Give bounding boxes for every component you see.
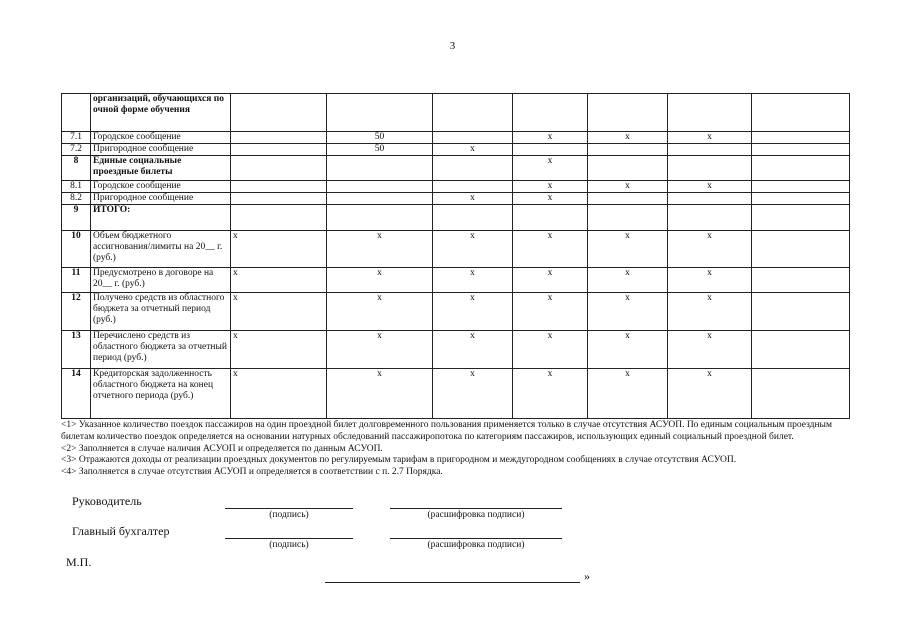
- row-label: Городское сообщение: [91, 181, 231, 193]
- table-cell: [752, 156, 850, 181]
- table-cell: x: [231, 231, 327, 268]
- table-cell: [231, 132, 327, 144]
- accountant-decoding-caption: (расшифровка подписи): [427, 540, 525, 550]
- row-label: организаций, обучающихся по очной форме обучения: [91, 94, 231, 132]
- table-cell: x: [513, 331, 588, 369]
- table-cell: [752, 205, 850, 231]
- table-cell: [588, 156, 668, 181]
- row-number: 7.2: [62, 144, 91, 156]
- table-cell: x: [588, 331, 668, 369]
- table-cell: [752, 181, 850, 193]
- table-cell: x: [433, 231, 513, 268]
- footnote-4: <4> Заполняется в случае отсутствия АСУОП и определяется в соответствии с п. 2.7 Порядка.: [61, 467, 443, 478]
- row-number: 14: [62, 369, 91, 419]
- table-cell: x: [513, 181, 588, 193]
- row-label: Перечислено средств из областного бюджета за отчетный период (руб.): [91, 331, 231, 369]
- table-cell: x: [231, 268, 327, 293]
- table-cell: x: [668, 293, 752, 331]
- row-label: Городское сообщение: [91, 132, 231, 144]
- table-cell: [327, 205, 433, 231]
- table-cell: [752, 144, 850, 156]
- row-label: Кредиторская задолженность областного бюджета на конец отчетного периода (руб.): [91, 369, 231, 419]
- table-cell: 50: [327, 132, 433, 144]
- table-cell: [752, 193, 850, 205]
- table-cell: x: [668, 181, 752, 193]
- row-number: [62, 94, 91, 132]
- table-cell: [231, 205, 327, 231]
- row-number: 7.1: [62, 132, 91, 144]
- head-signature-caption: (подпись): [269, 510, 309, 520]
- row-number: 10: [62, 231, 91, 268]
- table-cell: x: [668, 231, 752, 268]
- table-cell: x: [588, 268, 668, 293]
- table-cell: [433, 181, 513, 193]
- table-cell: [433, 205, 513, 231]
- table-cell: x: [231, 293, 327, 331]
- table-cell: x: [433, 331, 513, 369]
- table-cell: [752, 94, 850, 132]
- row-number: 13: [62, 331, 91, 369]
- row-label: Предусмотрено в договоре на 20__ г. (руб.): [91, 268, 231, 293]
- table-row: [62, 144, 850, 156]
- footnote-2: <2> Заполняется в случае наличия АСУОП и определяется по данным АСУОП.: [61, 443, 383, 454]
- table-cell: [752, 231, 850, 268]
- page-number: 3: [449, 40, 456, 52]
- head-decoding-caption: (расшифровка подписи): [427, 510, 525, 520]
- table-cell: [668, 205, 752, 231]
- table-cell: [668, 144, 752, 156]
- table-cell: x: [513, 369, 588, 419]
- table-cell: [752, 331, 850, 369]
- table-row: [62, 293, 850, 331]
- table-cell: [327, 156, 433, 181]
- row-number: 8.2: [62, 193, 91, 205]
- accountant-signature-line: [225, 538, 353, 539]
- table-row: [62, 193, 850, 205]
- accountant-signature-caption: (подпись): [269, 540, 309, 550]
- row-label: ИТОГО:: [91, 205, 231, 231]
- table-row: [62, 94, 850, 132]
- footnote-3: <3> Отражаются доходы от реализации проездных документов по регулируемым тарифам в пригородном и междугородном сообщениях в случае отсутствия АСУОП.: [61, 455, 737, 466]
- table-cell: x: [588, 181, 668, 193]
- table-cell: 50: [327, 144, 433, 156]
- table-cell: x: [327, 293, 433, 331]
- table-cell: x: [668, 331, 752, 369]
- table-cell: [513, 144, 588, 156]
- footnote-1: <1> Указанное количество поездок пассажиров на один проездной билет долговременного пользования применяется только в случае отсутствия АСУОП. По единым социальным проездным билетам количество поездок определяется на основании натурных обследований пассажиропотока по категориям пассажиров, использующих единый социальный проездной билет.: [61, 420, 832, 442]
- table-row: [62, 181, 850, 193]
- table-row: [62, 231, 850, 268]
- table-cell: x: [513, 193, 588, 205]
- table-cell: [231, 94, 327, 132]
- table-cell: x: [513, 268, 588, 293]
- table-cell: x: [513, 293, 588, 331]
- chief-accountant-label: Главный бухгалтер: [72, 524, 170, 538]
- table-cell: x: [668, 369, 752, 419]
- head-signature-line: [225, 508, 353, 509]
- table-cell: x: [433, 268, 513, 293]
- table-cell: [752, 268, 850, 293]
- table-cell: [513, 94, 588, 132]
- row-label: Единые социальные проездные билеты: [91, 156, 231, 181]
- accountant-decoding-line: [390, 538, 562, 539]
- table-cell: x: [513, 132, 588, 144]
- table-cell: [588, 144, 668, 156]
- closing-quote: »: [584, 569, 590, 583]
- table-cell: [231, 144, 327, 156]
- table-cell: x: [433, 293, 513, 331]
- table-cell: [752, 369, 850, 419]
- footnotes: [61, 420, 851, 479]
- table-cell: [433, 132, 513, 144]
- table-row: [62, 132, 850, 144]
- table-cell: x: [327, 231, 433, 268]
- table-cell: [433, 156, 513, 181]
- row-label: Пригородное сообщение: [91, 193, 231, 205]
- table-cell: [752, 293, 850, 331]
- table-cell: x: [433, 193, 513, 205]
- table-cell: [327, 181, 433, 193]
- table-cell: [668, 156, 752, 181]
- table-cell: x: [668, 268, 752, 293]
- table-cell: [231, 181, 327, 193]
- table-cell: x: [433, 144, 513, 156]
- table-cell: x: [668, 132, 752, 144]
- table-cell: x: [588, 231, 668, 268]
- table-cell: x: [433, 369, 513, 419]
- row-number: 11: [62, 268, 91, 293]
- table-cell: [588, 205, 668, 231]
- table-cell: [327, 94, 433, 132]
- table-cell: x: [327, 369, 433, 419]
- table-cell: [231, 156, 327, 181]
- table-row: [62, 331, 850, 369]
- table-cell: x: [327, 268, 433, 293]
- table-cell: [231, 193, 327, 205]
- table-cell: [752, 132, 850, 144]
- report-table: [61, 93, 850, 419]
- closing-line: [325, 582, 580, 583]
- table-cell: x: [588, 293, 668, 331]
- head-label: Руководитель: [72, 494, 142, 508]
- table-cell: [668, 193, 752, 205]
- table-cell: [513, 205, 588, 231]
- table-cell: x: [588, 369, 668, 419]
- row-label: Пригородное сообщение: [91, 144, 231, 156]
- table-cell: [588, 193, 668, 205]
- table-cell: x: [327, 331, 433, 369]
- table-row: [62, 369, 850, 419]
- row-number: 8.1: [62, 181, 91, 193]
- table-cell: [433, 94, 513, 132]
- table-row: [62, 205, 850, 231]
- row-number: 9: [62, 205, 91, 231]
- table-cell: x: [513, 156, 588, 181]
- table-cell: x: [231, 331, 327, 369]
- table-cell: x: [588, 132, 668, 144]
- row-number: 8: [62, 156, 91, 181]
- row-label: Объем бюджетного ассигнования/лимиты на 20__ г. (руб.): [91, 231, 231, 268]
- table-cell: x: [513, 231, 588, 268]
- table-cell: x: [231, 369, 327, 419]
- head-decoding-line: [390, 508, 562, 509]
- stamp-label: М.П.: [66, 555, 92, 569]
- table-row: [62, 268, 850, 293]
- row-number: 12: [62, 293, 91, 331]
- table-cell: [588, 94, 668, 132]
- table-cell: [668, 94, 752, 132]
- table-cell: [327, 193, 433, 205]
- table-row: [62, 156, 850, 181]
- row-label: Получено средств из областного бюджета за отчетный период (руб.): [91, 293, 231, 331]
